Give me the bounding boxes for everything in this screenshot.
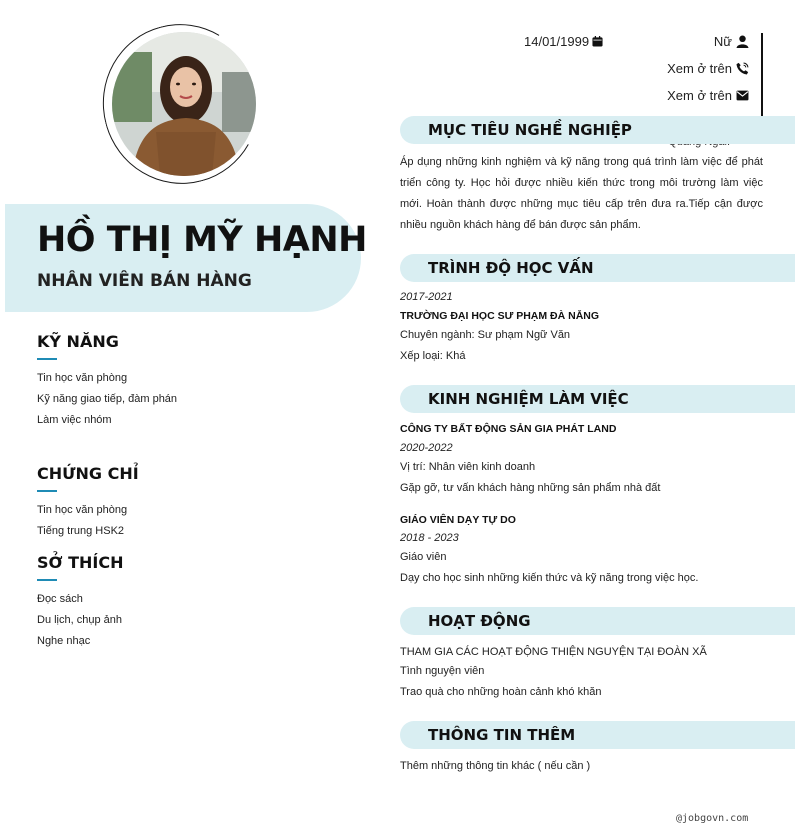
- experience-heading: KINH NGHIỆM LÀM VIỆC: [428, 390, 629, 408]
- user-icon: [736, 35, 749, 48]
- phone-value: Xem ở trên: [667, 61, 732, 76]
- hobbies-heading: SỞ THÍCH: [37, 553, 124, 572]
- job-role: Vị trí: Nhân viên kinh doanh: [400, 461, 536, 473]
- job-role: Giáo viên: [400, 551, 447, 563]
- job-desc: Gặp gỡ, tư vấn khách hàng những sản phẩm nhà đất: [400, 482, 661, 494]
- phone-icon: [736, 62, 749, 75]
- job-company: CÔNG TY BẤT ĐỘNG SẢN GIA PHÁT LAND: [400, 423, 617, 435]
- hobby-item: Nghe nhạc: [37, 635, 91, 647]
- skills-heading: KỸ NĂNG: [37, 332, 119, 351]
- hobbies-list: [37, 589, 123, 652]
- experience-header: [400, 385, 795, 413]
- activity-title: THAM GIA CÁC HOẠT ĐỘNG THIỆN NGUYỆN TẠI ĐOÀN XÃ: [400, 646, 707, 658]
- email[interactable]: [449, 88, 749, 103]
- skill-item: Kỹ năng giao tiếp, đàm phán: [37, 393, 178, 405]
- hobbies-underline: [37, 579, 57, 581]
- education-major: Chuyên ngành: Sư phạm Ngữ Văn: [400, 329, 571, 341]
- objective-header: [400, 116, 795, 144]
- education-period: 2017-2021: [400, 291, 453, 303]
- job-title: NHÂN VIÊN BÁN HÀNG: [37, 271, 252, 291]
- hobby-item: Đọc sách: [37, 593, 83, 605]
- watermark: @jobgovn.com: [676, 813, 749, 824]
- phone[interactable]: [449, 61, 749, 76]
- certificate-item: Tin học văn phòng: [37, 504, 128, 516]
- job-period: 2020-2022: [400, 442, 453, 454]
- dob-value: 14/01/1999: [524, 34, 590, 49]
- avatar-photo: [112, 32, 256, 176]
- objective-text: Áp dụng những kinh nghiệm và kỹ năng trong quá trình làm việc để phát triển công ty. Học hỏi được nhiều kiến thức trong môi trường làm việc mới. Hoàn thành được những mục tiêu cấp trên đưa ra.Tiếp cận được nhiều nguồn khách hàng để bán được sản phẩm.: [400, 156, 763, 231]
- skills-underline: [37, 358, 57, 360]
- job-period: 2018 - 2023: [400, 532, 459, 544]
- education-school: TRƯỜNG ĐẠI HỌC SƯ PHẠM ĐÀ NẴNG: [400, 310, 600, 322]
- email-value: Xem ở trên: [667, 88, 732, 103]
- avatar: [112, 32, 256, 176]
- job-desc: Dạy cho học sinh những kiến thức và kỹ năng trong việc học.: [400, 572, 699, 584]
- certificate-item: Tiếng trung HSK2: [37, 525, 125, 537]
- contact-divider: [761, 33, 763, 116]
- skills-section: [37, 332, 177, 431]
- extra-header: [400, 721, 795, 749]
- certificates-section: [37, 464, 139, 542]
- extra-text: Thêm những thông tin khác ( nếu cần ): [400, 760, 591, 772]
- certificates-underline: [37, 490, 57, 492]
- activities-heading: HOẠT ĐỘNG: [428, 612, 531, 630]
- skill-item: Tin học văn phòng: [37, 372, 128, 384]
- activity-desc: Trao quà cho những hoàn cảnh khó khăn: [400, 686, 602, 698]
- certificates-list: [37, 500, 139, 542]
- gender: [449, 34, 749, 49]
- skills-list: [37, 368, 177, 431]
- objective-heading: MỤC TIÊU NGHỀ NGHIỆP: [428, 121, 632, 139]
- education-header: [400, 254, 795, 282]
- skill-item: Làm việc nhóm: [37, 414, 112, 426]
- full-name: HỒ THỊ MỸ HẠNH: [37, 220, 367, 260]
- certificates-heading: CHỨNG CHỈ: [37, 464, 139, 483]
- hobbies-section: [37, 553, 123, 652]
- extra-heading: THÔNG TIN THÊM: [428, 726, 576, 744]
- education-heading: TRÌNH ĐỘ HỌC VẤN: [428, 259, 594, 277]
- education-grade: Xếp loại: Khá: [400, 350, 466, 362]
- job-company: GIÁO VIÊN DẠY TỰ DO: [400, 514, 516, 526]
- activity-role: Tình nguyện viên: [400, 665, 485, 677]
- hobby-item: Du lịch, chụp ảnh: [37, 614, 122, 626]
- gender-value: Nữ: [713, 34, 732, 49]
- envelope-icon: [736, 89, 749, 102]
- activities-header: [400, 607, 795, 635]
